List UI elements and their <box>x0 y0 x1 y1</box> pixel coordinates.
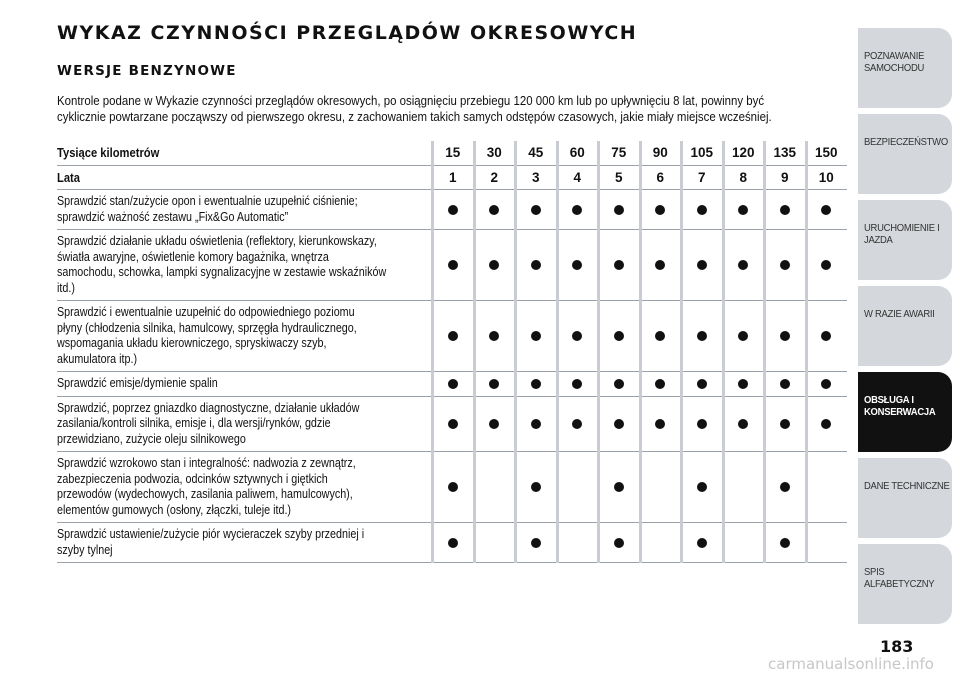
year-value: 5 <box>614 169 623 185</box>
km-value: 150 <box>814 145 838 161</box>
description-line: Sprawdzić i ewentualnie uzupełnić do odpowiedniego poziomu <box>57 305 355 319</box>
check-dot-icon <box>821 260 831 270</box>
interval-cell <box>640 452 682 522</box>
column-divider <box>431 141 434 563</box>
column-divider <box>639 141 642 563</box>
check-dot-icon <box>697 419 707 429</box>
check-dot-icon <box>448 419 458 429</box>
check-dot-icon <box>489 419 499 429</box>
check-dot-icon <box>531 379 541 389</box>
description-line: wspomagania układu kierowniczego, spryskiwaczy szyb, <box>57 336 327 350</box>
interval-cell <box>681 452 723 522</box>
column-divider <box>473 141 476 563</box>
interval-cell <box>557 301 599 371</box>
interval-cell <box>432 301 474 371</box>
check-dot-icon <box>780 538 790 548</box>
chapter-tab-label: URUCHOMIENIE I <box>864 222 940 234</box>
check-dot-icon <box>489 260 499 270</box>
interval-cell <box>557 190 599 229</box>
chapter-tab-label: JAZDA <box>864 234 893 246</box>
interval-cell <box>723 523 765 562</box>
interval-cell <box>515 301 557 371</box>
chapter-tabs <box>858 28 952 630</box>
interval-cell <box>598 230 640 300</box>
interval-cell <box>474 190 516 229</box>
row-description-text <box>57 376 427 392</box>
interval-cell <box>432 397 474 452</box>
check-dot-icon <box>697 331 707 341</box>
interval-cell <box>474 301 516 371</box>
check-dot-icon <box>697 538 707 548</box>
chapter-tab-label: OBSŁUGA I <box>864 394 914 406</box>
interval-cell <box>557 230 599 300</box>
check-dot-icon <box>448 538 458 548</box>
interval-cell <box>474 523 516 562</box>
year-value: 1 <box>448 169 457 185</box>
interval-cell <box>557 452 599 522</box>
description-line: samochodu, schowka, lampki sygnalizacyjne w zestawie wskaźników <box>57 265 387 279</box>
interval-cell <box>723 301 765 371</box>
column-divider <box>763 141 766 563</box>
table-body <box>57 190 847 563</box>
check-dot-icon <box>531 538 541 548</box>
check-dot-icon <box>572 205 582 215</box>
year-value: 9 <box>780 169 789 185</box>
row-description <box>57 372 432 396</box>
year-value: 3 <box>531 169 540 185</box>
interval-cell <box>640 372 682 396</box>
column-divider <box>722 141 725 563</box>
interval-cell <box>432 452 474 522</box>
row-description <box>57 397 432 452</box>
km-value: 45 <box>528 145 544 161</box>
km-value: 120 <box>731 145 755 161</box>
interval-cell <box>723 397 765 452</box>
km-value: 75 <box>611 145 627 161</box>
check-dot-icon <box>655 260 665 270</box>
check-dot-icon <box>780 419 790 429</box>
interval-cell <box>681 397 723 452</box>
interval-cell <box>640 523 682 562</box>
section-subtitle: WERSJE BENZYNOWE <box>57 63 237 79</box>
interval-cell <box>764 523 806 562</box>
description-line: Sprawdzić działanie układu oświetlenia (reflektory, kierunkowskazy, <box>57 234 377 248</box>
check-dot-icon <box>614 419 624 429</box>
km-header-label: Tysiące kilometrów <box>57 145 160 160</box>
column-divider <box>805 141 808 563</box>
chapter-tab[interactable] <box>858 28 952 108</box>
interval-cell <box>764 190 806 229</box>
check-dot-icon <box>738 331 748 341</box>
check-dot-icon <box>821 379 831 389</box>
check-dot-icon <box>572 260 582 270</box>
interval-cell <box>474 372 516 396</box>
row-description <box>57 452 432 522</box>
years-header-label: Lata <box>57 169 80 185</box>
interval-cell <box>598 301 640 371</box>
chapter-tab[interactable] <box>858 372 952 452</box>
check-dot-icon <box>821 331 831 341</box>
interval-cell <box>640 230 682 300</box>
table-row <box>57 452 847 523</box>
interval-cell <box>557 372 599 396</box>
description-line: Sprawdzić emisje/dymienie spalin <box>57 376 218 390</box>
description-line: przewodów (wydechowych, zasilania paliwem, hamulcowych), <box>57 487 353 501</box>
check-dot-icon <box>448 205 458 215</box>
row-description <box>57 301 432 371</box>
interval-cell <box>806 301 848 371</box>
watermark: carmanualsonline.info <box>768 655 934 673</box>
year-value: 4 <box>573 169 581 185</box>
description-line: sprawdzić ważność zestawu „Fix&Go Automatic” <box>57 209 289 224</box>
row-description-text <box>57 456 427 518</box>
year-value: 8 <box>739 169 747 185</box>
column-divider <box>680 141 683 563</box>
interval-cell <box>681 190 723 229</box>
chapter-tab-label: POZNAWANIE <box>864 50 925 62</box>
interval-cell <box>723 372 765 396</box>
check-dot-icon <box>614 331 624 341</box>
chapter-tab[interactable] <box>858 458 952 538</box>
interval-cell <box>515 523 557 562</box>
check-dot-icon <box>738 419 748 429</box>
interval-cell <box>515 452 557 522</box>
description-line: płyny (chłodzenia silnika, hamulcowy, sprzęgła hydraulicznego, <box>57 320 357 335</box>
maintenance-table <box>57 141 847 563</box>
interval-cell <box>764 397 806 452</box>
chapter-tab[interactable] <box>858 286 952 366</box>
interval-cell <box>681 523 723 562</box>
page-number: 183 <box>880 637 914 656</box>
column-divider <box>514 141 517 563</box>
chapter-tab[interactable] <box>858 114 952 194</box>
chapter-tab-label: SAMOCHODU <box>864 62 925 74</box>
km-value: 90 <box>652 145 668 161</box>
table-row <box>57 190 847 230</box>
interval-cell <box>474 230 516 300</box>
check-dot-icon <box>780 331 790 341</box>
column-divider <box>556 141 559 563</box>
check-dot-icon <box>780 205 790 215</box>
chapter-tab[interactable] <box>858 200 952 280</box>
interval-cell <box>764 372 806 396</box>
row-description <box>57 190 432 229</box>
interval-cell <box>515 397 557 452</box>
check-dot-icon <box>531 205 541 215</box>
km-value: 105 <box>690 145 714 161</box>
interval-cell <box>806 372 848 396</box>
interval-cell <box>681 230 723 300</box>
description-line: Sprawdzić wzrokowo stan i integralność: nadwozia z zewnątrz, <box>57 456 356 470</box>
check-dot-icon <box>821 205 831 215</box>
chapter-tab-label: SPIS ALFABETYCZNY <box>864 566 935 590</box>
interval-cell <box>557 523 599 562</box>
interval-cell <box>598 523 640 562</box>
check-dot-icon <box>655 331 665 341</box>
check-dot-icon <box>614 379 624 389</box>
interval-cell <box>432 190 474 229</box>
check-dot-icon <box>697 482 707 492</box>
interval-cell <box>640 397 682 452</box>
intro-paragraph <box>57 93 849 125</box>
interval-cell <box>806 397 848 452</box>
table-row <box>57 230 847 301</box>
interval-cell <box>515 372 557 396</box>
check-dot-icon <box>738 379 748 389</box>
interval-cell <box>764 301 806 371</box>
check-dot-icon <box>738 205 748 215</box>
check-dot-icon <box>614 538 624 548</box>
check-dot-icon <box>697 379 707 389</box>
check-dot-icon <box>448 331 458 341</box>
intro-line: Kontrole podane w Wykazie czynności przeglądów okresowych, po osiągnięciu przebiegu 120 000 km lub po upływnięciu 8 lat, powinny być <box>57 93 765 108</box>
check-dot-icon <box>531 260 541 270</box>
description-line: Sprawdzić stan/zużycie opon i ewentualnie uzupełnić ciśnienie; <box>57 194 358 208</box>
km-header-row <box>57 141 847 166</box>
row-description-text <box>57 305 427 367</box>
year-value: 2 <box>490 169 498 185</box>
interval-cell <box>557 397 599 452</box>
year-value: 7 <box>697 169 706 185</box>
description-line: światła awaryjne, oświetlenie komory bagażnika, wnętrza <box>57 249 329 264</box>
description-line: itd.) <box>57 280 75 295</box>
check-dot-icon <box>489 331 499 341</box>
check-dot-icon <box>780 379 790 389</box>
check-dot-icon <box>780 482 790 492</box>
years-header-row <box>57 166 847 191</box>
intro-line: cyklicznie powtarzane począwszy od pierwszego okresu, z zachowaniem takich samych odstępów czasowych, jakie miały miejsce wcześniej. <box>57 109 772 124</box>
interval-cell <box>764 230 806 300</box>
interval-cell <box>515 190 557 229</box>
interval-cell <box>640 301 682 371</box>
check-dot-icon <box>572 379 582 389</box>
row-description-text <box>57 194 427 225</box>
column-divider <box>597 141 600 563</box>
interval-cell <box>806 190 848 229</box>
description-line: Sprawdzić ustawienie/zużycie piór wycieraczek szyby przedniej i <box>57 527 365 541</box>
page-title: WYKAZ CZYNNOŚCI PRZEGLĄDÓW OKRESOWYCH <box>57 22 638 44</box>
year-value: 6 <box>656 169 664 185</box>
check-dot-icon <box>531 482 541 492</box>
interval-cell <box>432 230 474 300</box>
interval-cell <box>723 230 765 300</box>
check-dot-icon <box>572 419 582 429</box>
interval-cell <box>640 190 682 229</box>
interval-cell <box>598 397 640 452</box>
description-line: elementów gumowych (osłony, złączki, tuleje itd.) <box>57 502 292 517</box>
interval-cell <box>806 523 848 562</box>
table-row <box>57 523 847 563</box>
description-line: przewidziano, zużycie oleju silnikowego <box>57 431 246 446</box>
check-dot-icon <box>448 260 458 270</box>
interval-cell <box>474 452 516 522</box>
check-dot-icon <box>821 419 831 429</box>
interval-cell <box>432 372 474 396</box>
interval-cell <box>474 397 516 452</box>
row-description-text <box>57 527 427 558</box>
check-dot-icon <box>531 419 541 429</box>
interval-cell <box>723 452 765 522</box>
km-value: 60 <box>569 145 585 161</box>
check-dot-icon <box>448 379 458 389</box>
check-dot-icon <box>738 260 748 270</box>
chapter-tab-label: W RAZIE AWARII <box>864 308 935 320</box>
table-row <box>57 372 847 397</box>
row-description-text <box>57 234 427 296</box>
row-description-text <box>57 401 427 448</box>
check-dot-icon <box>448 482 458 492</box>
check-dot-icon <box>572 331 582 341</box>
table-row <box>57 301 847 372</box>
chapter-tab-label: KONSERWACJA <box>864 406 936 418</box>
check-dot-icon <box>614 205 624 215</box>
check-dot-icon <box>780 260 790 270</box>
interval-cell <box>764 452 806 522</box>
interval-cell <box>598 372 640 396</box>
check-dot-icon <box>697 205 707 215</box>
description-line: zabezpieczenia podwozia, odcinków sztywnych i giętkich <box>57 471 328 486</box>
check-dot-icon <box>655 379 665 389</box>
check-dot-icon <box>655 419 665 429</box>
table-row <box>57 397 847 453</box>
interval-cell <box>681 372 723 396</box>
row-description <box>57 523 432 562</box>
interval-cell <box>598 452 640 522</box>
km-value: 30 <box>486 145 502 161</box>
chapter-tab-label: BEZPIECZEŃSTWO <box>864 136 948 148</box>
interval-cell <box>515 230 557 300</box>
km-value: 135 <box>773 145 797 161</box>
interval-cell <box>806 452 848 522</box>
row-description <box>57 230 432 300</box>
check-dot-icon <box>489 205 499 215</box>
year-value: 10 <box>818 169 834 185</box>
check-dot-icon <box>489 379 499 389</box>
description-line: akumulatora itp.) <box>57 351 138 366</box>
description-line: zasilania/kontroli silnika, emisje i, dla wersji/rynków, gdzie <box>57 416 331 430</box>
check-dot-icon <box>614 260 624 270</box>
interval-cell <box>432 523 474 562</box>
check-dot-icon <box>531 331 541 341</box>
check-dot-icon <box>655 205 665 215</box>
interval-cell <box>806 230 848 300</box>
km-value: 15 <box>445 145 461 161</box>
chapter-tab[interactable] <box>858 544 952 624</box>
interval-cell <box>598 190 640 229</box>
interval-cell <box>723 190 765 229</box>
check-dot-icon <box>697 260 707 270</box>
description-line: Sprawdzić, poprzez gniazdko diagnostyczne, działanie układów <box>57 400 360 415</box>
description-line: szyby tylnej <box>57 542 113 557</box>
chapter-tab-label: DANE TECHNICZNE <box>864 480 950 492</box>
check-dot-icon <box>614 482 624 492</box>
interval-cell <box>681 301 723 371</box>
